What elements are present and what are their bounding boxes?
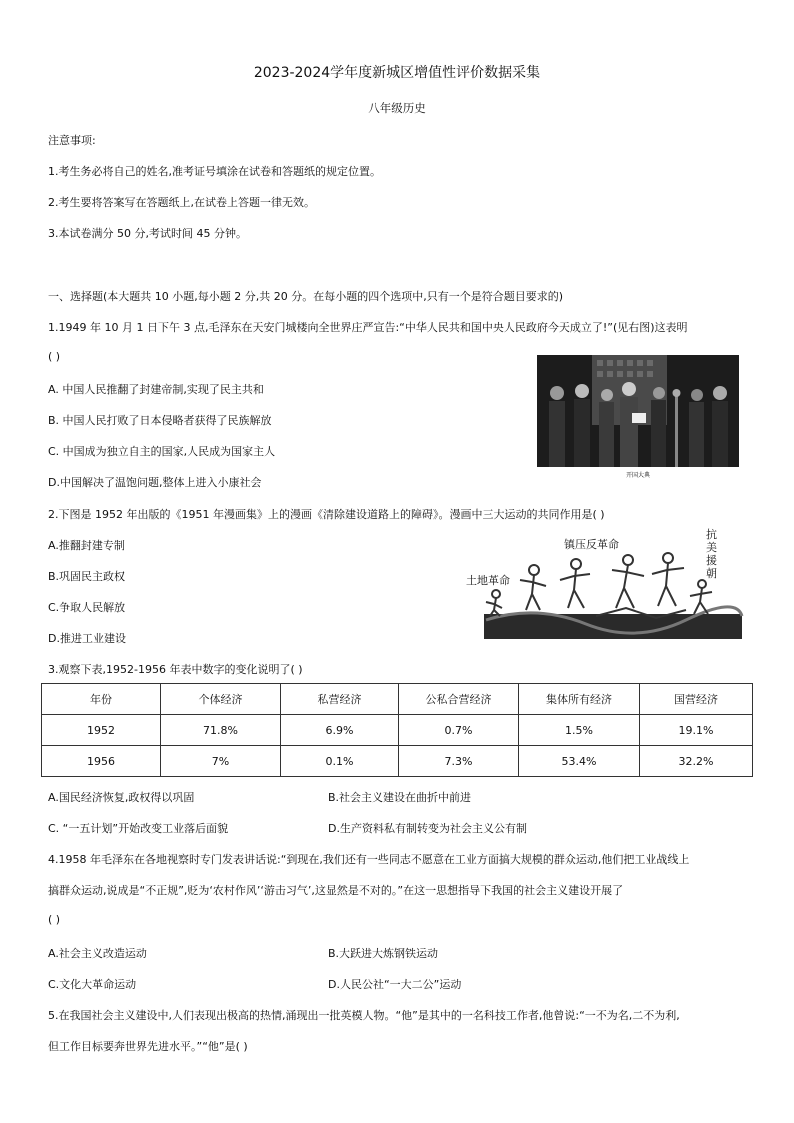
table-cell: 1952 (42, 715, 161, 746)
question-2-option-c[interactable]: C.争取人民解放 (48, 601, 126, 614)
table-row (42, 715, 753, 746)
table-cell: 6.9% (281, 715, 399, 746)
question-1-option-c[interactable]: C. 中国成为独立自主的国家,人民成为国家主人 (48, 445, 276, 458)
table-cell: 19.1% (640, 715, 753, 746)
table-cell: 53.4% (519, 746, 640, 777)
table-cell: 32.2% (640, 746, 753, 777)
question-4-blank: ( ) (48, 913, 61, 926)
table-header: 个体经济 (161, 684, 281, 715)
table-header-row (42, 684, 753, 715)
table-cell: 1.5% (519, 715, 640, 746)
page-subtitle: 八年级历史 (368, 101, 426, 115)
question-3-option-a[interactable]: A.国民经济恢复,政权得以巩固 (48, 791, 195, 804)
question-4-stem-line2: 搞群众运动,说成是“不正规”,贬为‘农村作风’‘游击习气’,这显然是不对的。”在这一思想指导下我国的社会主义建设开展了 (48, 884, 624, 897)
question-2-option-b[interactable]: B.巩固民主政权 (48, 570, 126, 583)
table-header: 集体所有经济 (519, 684, 640, 715)
table-cell: 71.8% (161, 715, 281, 746)
section-heading: 一、选择题(本大题共 10 小题,每小题 2 分,共 20 分。在每小题的四个选项中,只有一个是符合题目要求的) (48, 290, 564, 303)
notes-heading: 注意事项: (48, 134, 96, 147)
cartoon-label-land-reform: 土地革命 (466, 574, 510, 587)
table-cell: 0.1% (281, 746, 399, 777)
question-3-option-c[interactable]: C. “一五计划”开始改变工业落后面貌 (48, 822, 229, 835)
question-4-option-b[interactable]: B.大跃进大炼钢铁运动 (328, 947, 439, 960)
cartoon-image (456, 524, 744, 646)
question-1-blank: ( ) (48, 350, 61, 363)
table-header: 年份 (42, 684, 161, 715)
question-4-option-d[interactable]: D.人民公社“一大二公”运动 (328, 978, 462, 991)
note-item: 1.考生务必将自己的姓名,准考证号填涂在试卷和答题纸的规定位置。 (48, 165, 381, 178)
table-row (42, 746, 753, 777)
photo-caption: 开国大典 (625, 472, 650, 479)
cartoon-label-korea: 抗美援朝 (706, 528, 717, 580)
question-2-option-d[interactable]: D.推进工业建设 (48, 632, 126, 645)
question-3-option-d[interactable]: D.生产资料私有制转变为社会主义公有制 (328, 822, 527, 835)
table-header: 公私合营经济 (399, 684, 519, 715)
table-cell: 7.3% (399, 746, 519, 777)
table-cell: 0.7% (399, 715, 519, 746)
note-item: 3.本试卷满分 50 分,考试时间 45 分钟。 (48, 227, 247, 240)
question-2-option-a[interactable]: A.推翻封建专制 (48, 539, 125, 552)
table-cell: 7% (161, 746, 281, 777)
question-1-stem: 1.1949 年 10 月 1 日下午 3 点,毛泽东在天安门城楼向全世界庄严宣告:“中华人民共和国中央人民政府今天成立了!”(见右图)这表明 (48, 321, 688, 334)
page-title: 2023-2024学年度新城区增值性评价数据采集 (253, 65, 541, 81)
question-5-stem-line1: 5.在我国社会主义建设中,人们表现出极高的热情,涌现出一批英模人物。“他”是其中的一名科技工作者,他曾说:“一不为名,二不为利, (48, 1009, 680, 1022)
note-item: 2.考生要将答案写在答题纸上,在试卷上答题一律无效。 (48, 196, 315, 209)
question-5-stem-line2: 但工作目标要奔世界先进水平。”“他”是( ) (48, 1040, 248, 1053)
economy-table (41, 683, 753, 777)
question-1-option-a[interactable]: A. 中国人民推翻了封建帝制,实现了民主共和 (48, 383, 264, 396)
question-3-stem: 3.观察下表,1952-1956 年表中数字的变化说明了( ) (48, 663, 303, 676)
cartoon-label-suppress: 镇压反革命 (564, 538, 619, 551)
question-3-option-b[interactable]: B.社会主义建设在曲折中前进 (328, 791, 472, 804)
question-4-stem-line1: 4.1958 年毛泽东在各地视察时专门发表讲话说:“到现在,我们还有一些同志不愿意在工业方面搞大规模的群众运动,他们把工业战线上 (48, 853, 690, 866)
table-cell: 1956 (42, 746, 161, 777)
question-1-option-d[interactable]: D.中国解决了温饱问题,整体上进入小康社会 (48, 476, 262, 489)
table-header: 国营经济 (640, 684, 753, 715)
question-2-stem: 2.下图是 1952 年出版的《1951 年漫画集》上的漫画《清除建设道路上的障碍》。漫画中三大运动的共同作用是( ) (48, 508, 605, 521)
question-4-option-a[interactable]: A.社会主义改造运动 (48, 947, 147, 960)
question-4-option-c[interactable]: C.文化大革命运动 (48, 978, 137, 991)
table-header: 私营经济 (281, 684, 399, 715)
question-1-option-b[interactable]: B. 中国人民打败了日本侵略者获得了民族解放 (48, 414, 272, 427)
founding-ceremony-photo (537, 355, 739, 467)
